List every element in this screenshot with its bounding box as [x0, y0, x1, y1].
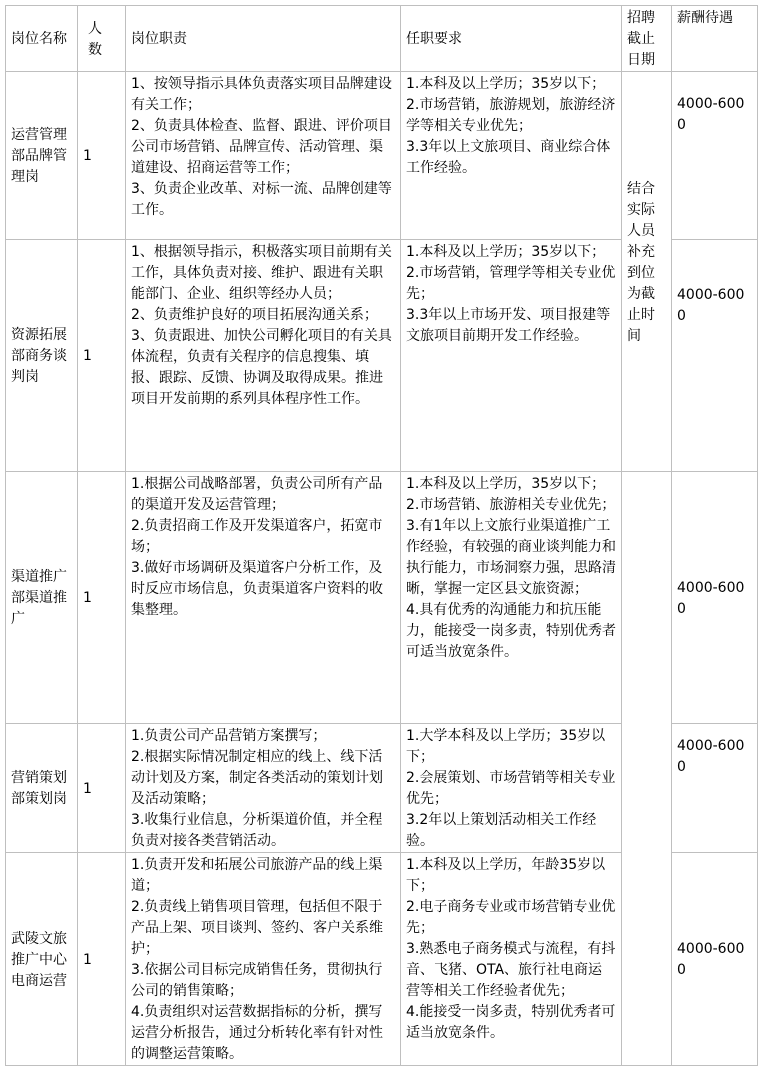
- requirement-item: 1.本科及以上学历，年龄35岁以下；: [406, 857, 606, 894]
- requirement-item: 3.3年以上文旅项目、商业综合体工作经验。: [406, 139, 611, 176]
- salary-cell: 4000-6000: [672, 853, 758, 1066]
- duty-item: 2.根据实际情况制定相应的线上、线下活动计划及方案，制定各类活动的策划计划及活动策略；: [131, 749, 383, 807]
- requirements-cell: [401, 472, 622, 724]
- requirement-item: 1.大学本科及以上学历；35岁以下；: [406, 728, 606, 765]
- duty-item: 4.负责组织对运营数据指标的分析，撰写运营分析报告，通过分析转化率有针对性的调整运营策略。: [131, 1004, 383, 1062]
- count-cell: 1: [78, 853, 126, 1066]
- duties-cell: [126, 724, 401, 853]
- duties-cell: [126, 72, 401, 240]
- requirement-item: 1.本科及以上学历；35岁以下；: [406, 76, 606, 92]
- duty-item: 3、负责企业改革、对标一流、品牌创建等工作。: [131, 181, 392, 218]
- salary-cell: 4000-6000: [672, 472, 758, 724]
- requirement-item: 2.会展策划、市场营销等相关专业优先；: [406, 770, 616, 807]
- requirement-item: 2.市场营销、旅游相关专业优先；: [406, 497, 616, 513]
- duty-item: 2、负责维护良好的项目拓展沟通关系；: [131, 307, 378, 323]
- count-cell: 1: [78, 472, 126, 724]
- salary-cell: 4000-6000: [672, 72, 758, 240]
- duty-item: 3.依据公司目标完成销售任务，贯彻执行公司的销售策略；: [131, 962, 383, 999]
- position-cell: 武陵文旅推广中心电商运营: [6, 853, 78, 1066]
- header-row: [6, 6, 758, 72]
- position-cell: 资源拓展部商务谈判岗: [6, 240, 78, 472]
- salary-cell: 4000-6000: [672, 240, 758, 472]
- salary-cell: 4000-6000: [672, 724, 758, 853]
- duty-item: 3.收集行业信息，分析渠道价值，并全程负责对接各类营销活动。: [131, 812, 383, 849]
- duty-item: 1.负责公司产品营销方案撰写；: [131, 728, 327, 744]
- header-deadline: 招聘截止日期: [622, 6, 672, 72]
- requirement-item: 3.有1年以上文旅行业渠道推广工作经验，有较强的商业谈判能力和执行能力，市场洞察力强，思路清晰，掌握一定区县文旅资源；: [406, 518, 616, 597]
- requirement-item: 3.2年以上策划活动相关工作经验。: [406, 812, 597, 849]
- duty-item: 2、负责具体检查、监督、跟进、评价项目公司市场营销、品牌宣传、活动管理、渠道建设、招商运营等工作；: [131, 118, 392, 176]
- requirement-item: 3.熟悉电子商务模式与流程，有抖音、飞猪、OTA、旅行社电商运营等相关工作经验者优先；: [406, 941, 616, 999]
- requirement-item: 2.电子商务专业或市场营销专业优先；: [406, 899, 616, 936]
- header-salary: 薪酬待遇: [672, 6, 758, 72]
- position-cell: 渠道推广部渠道推广: [6, 472, 78, 724]
- requirements-cell: [401, 853, 622, 1066]
- count-cell: 1: [78, 724, 126, 853]
- requirement-item: 1.本科及以上学历；35岁以下；: [406, 244, 606, 260]
- table-row: [6, 472, 758, 724]
- duties-cell: [126, 472, 401, 724]
- header-position: 岗位名称: [6, 6, 78, 72]
- deadline-cell: [622, 72, 672, 472]
- requirements-cell: [401, 240, 622, 472]
- requirement-item: 1.本科及以上学历，35岁以下；: [406, 476, 606, 492]
- recruitment-table: [5, 5, 758, 1066]
- duty-item: 2.负责线上销售项目管理，包括但不限于产品上架、项目谈判、签约、客户关系维护；: [131, 899, 383, 957]
- duty-item: 1.根据公司战略部署，负责公司所有产品的渠道开发及运营管理；: [131, 476, 383, 513]
- requirements-cell: [401, 72, 622, 240]
- requirement-item: 3.3年以上市场开发、项目报建等文旅项目前期开发工作经验。: [406, 307, 611, 344]
- duty-item: 3.做好市场调研及渠道客户分析工作，及时反应市场信息，负责渠道客户资料的收集整理。: [131, 560, 383, 618]
- duty-item: 1.负责开发和拓展公司旅游产品的线上渠道；: [131, 857, 383, 894]
- position-cell: 营销策划部策划岗: [6, 724, 78, 853]
- header-count: 人数: [78, 6, 126, 72]
- count-cell: 1: [78, 72, 126, 240]
- requirement-item: 2.市场营销，管理学等相关专业优先；: [406, 265, 616, 302]
- duty-item: 3、负责跟进、加快公司孵化项目的有关具体流程，负责有关程序的信息搜集、填报、跟踪、反馈、协调及取得成果。推进项目开发前期的系列具体程序性工作。: [131, 328, 392, 407]
- deadline-text: 结合实际人员补充到位为截止时间: [627, 181, 655, 344]
- count-cell: 1: [78, 240, 126, 472]
- header-requirements: 任职要求: [401, 6, 622, 72]
- duties-cell: [126, 853, 401, 1066]
- duty-item: 2.负责招商工作及开发渠道客户，拓宽市场；: [131, 518, 383, 555]
- duty-item: 1、按领导指示具体负责落实项目品牌建设有关工作；: [131, 76, 392, 113]
- requirement-item: 2.市场营销，旅游规划，旅游经济学等相关专业优先；: [406, 97, 616, 134]
- deadline-cell-empty: [622, 472, 672, 1066]
- header-duties: 岗位职责: [126, 6, 401, 72]
- requirement-item: 4.能接受一岗多责，特别优秀者可适当放宽条件。: [406, 1004, 616, 1041]
- requirements-cell: [401, 724, 622, 853]
- requirement-item: 4.具有优秀的沟通能力和抗压能力，能接受一岗多责，特别优秀者可适当放宽条件。: [406, 602, 616, 660]
- position-cell: 运营管理部品牌管理岗: [6, 72, 78, 240]
- duties-cell: [126, 240, 401, 472]
- table-row: [6, 72, 758, 240]
- duty-item: 1、根据领导指示，积极落实项目前期有关工作，具体负责对接、维护、跟进有关职能部门、企业、组织等经办人员；: [131, 244, 392, 302]
